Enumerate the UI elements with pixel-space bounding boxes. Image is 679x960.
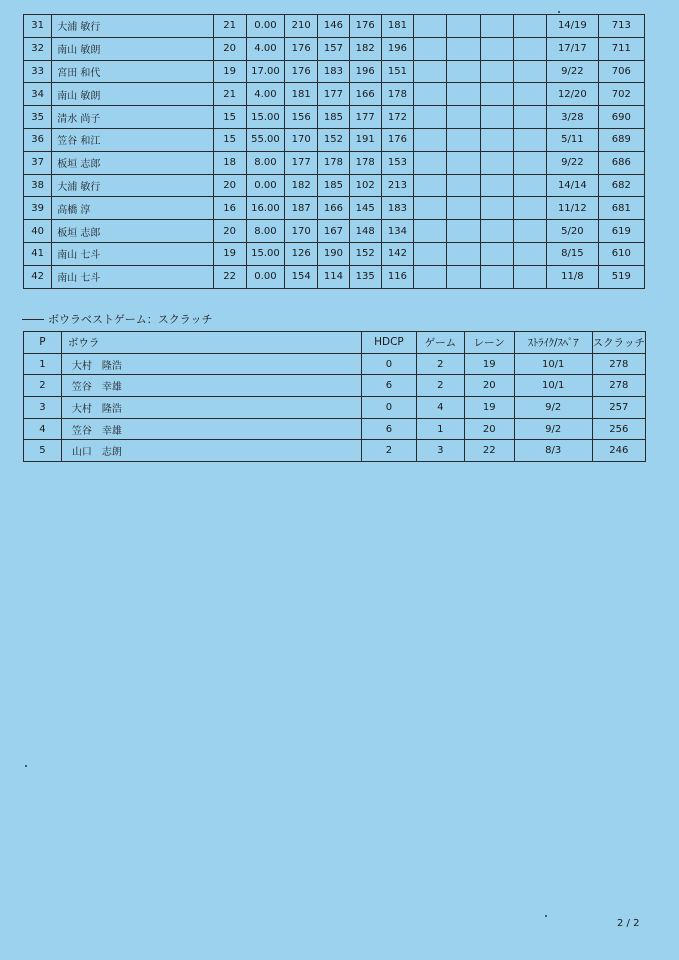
table-row — [24, 242, 645, 265]
games-count: 20 — [213, 37, 246, 60]
game-score: 167 — [318, 220, 349, 243]
lane-number: 20 — [464, 418, 514, 440]
bowler-name: 南山 敏朗 — [52, 83, 213, 106]
empty-score-cell — [513, 242, 546, 265]
game-score: 181 — [381, 15, 413, 38]
game-number: 3 — [416, 440, 464, 462]
empty-score-cell — [414, 151, 447, 174]
strike-spare-ratio: 9/22 — [547, 60, 598, 83]
empty-score-cell — [480, 60, 513, 83]
lane-number: 19 — [464, 397, 514, 419]
game-score: 157 — [318, 37, 349, 60]
game-score: 177 — [318, 83, 349, 106]
empty-score-cell — [480, 197, 513, 220]
strike-spare: 10/1 — [514, 375, 592, 397]
empty-score-cell — [480, 174, 513, 197]
total-score: 682 — [598, 174, 644, 197]
table-row — [24, 151, 645, 174]
game-score: 177 — [285, 151, 318, 174]
empty-score-cell — [480, 265, 513, 288]
rank: 1 — [24, 353, 62, 375]
bowler-name: 南山 七斗 — [52, 265, 213, 288]
games-count: 19 — [213, 242, 246, 265]
empty-score-cell — [414, 106, 447, 129]
lane-number: 19 — [464, 353, 514, 375]
game-score: 156 — [285, 106, 318, 129]
empty-score-cell — [513, 220, 546, 243]
game-score: 152 — [318, 128, 349, 151]
strike-spare-ratio: 9/22 — [547, 151, 598, 174]
scan-speck — [25, 765, 27, 767]
strike-spare-ratio: 17/17 — [547, 37, 598, 60]
row-number: 40 — [24, 220, 52, 243]
games-count: 22 — [213, 265, 246, 288]
table-row — [24, 220, 645, 243]
empty-score-cell — [414, 220, 447, 243]
empty-score-cell — [414, 83, 447, 106]
average-value: 4.00 — [246, 37, 284, 60]
bowler-name: 笠谷 幸雄 — [61, 375, 361, 397]
scratch-score: 256 — [592, 418, 645, 440]
row-number: 36 — [24, 128, 52, 151]
empty-score-cell — [480, 106, 513, 129]
table-row — [24, 440, 646, 462]
empty-score-cell — [447, 197, 480, 220]
best-game-header-row — [24, 332, 646, 354]
total-score: 610 — [598, 242, 644, 265]
game-score: 210 — [285, 15, 318, 38]
bowler-name: 大村 隆浩 — [61, 353, 361, 375]
game-score: 134 — [381, 220, 413, 243]
row-number: 42 — [24, 265, 52, 288]
empty-score-cell — [447, 242, 480, 265]
total-score: 681 — [598, 197, 644, 220]
bowler-name: 笠谷 和江 — [52, 128, 213, 151]
game-score: 172 — [381, 106, 413, 129]
game-score: 126 — [285, 242, 318, 265]
empty-score-cell — [480, 242, 513, 265]
game-score: 183 — [318, 60, 349, 83]
game-score: 176 — [349, 15, 381, 38]
game-score: 177 — [349, 106, 381, 129]
scan-speck — [545, 915, 547, 917]
strike-spare-ratio: 14/14 — [547, 174, 598, 197]
game-score: 187 — [285, 197, 318, 220]
empty-score-cell — [513, 197, 546, 220]
game-score: 213 — [381, 174, 413, 197]
bowler-name: 大村 隆浩 — [61, 397, 361, 419]
bowler-name: 清水 尚子 — [52, 106, 213, 129]
table-row — [24, 418, 646, 440]
game-score: 145 — [349, 197, 381, 220]
strike-spare-ratio: 5/11 — [547, 128, 598, 151]
header-p: P — [24, 332, 62, 354]
table-row — [24, 397, 646, 419]
empty-score-cell — [513, 174, 546, 197]
games-count: 21 — [213, 83, 246, 106]
empty-score-cell — [513, 265, 546, 288]
game-score: 185 — [318, 106, 349, 129]
row-number: 34 — [24, 83, 52, 106]
bowler-name: 山口 志朗 — [61, 440, 361, 462]
header-hdcp: HDCP — [361, 332, 416, 354]
game-score: 170 — [285, 220, 318, 243]
table-row — [24, 37, 645, 60]
total-score: 690 — [598, 106, 644, 129]
average-value: 8.00 — [246, 151, 284, 174]
header-lane: レーン — [464, 332, 514, 354]
strike-spare-ratio: 11/12 — [547, 197, 598, 220]
bowler-name: 大浦 敏行 — [52, 174, 213, 197]
empty-score-cell — [414, 15, 447, 38]
table-row — [24, 83, 645, 106]
row-number: 35 — [24, 106, 52, 129]
game-score: 178 — [349, 151, 381, 174]
header-bowler: ボウラ — [61, 332, 361, 354]
game-score: 181 — [285, 83, 318, 106]
hdcp-value: 2 — [361, 440, 416, 462]
game-number: 2 — [416, 353, 464, 375]
best-game-section-header — [22, 310, 322, 326]
empty-score-cell — [447, 151, 480, 174]
empty-score-cell — [447, 220, 480, 243]
total-score: 519 — [598, 265, 644, 288]
row-number: 41 — [24, 242, 52, 265]
game-score: 102 — [349, 174, 381, 197]
game-number: 1 — [416, 418, 464, 440]
page-number: 2 / 2 — [617, 918, 640, 929]
section-rule — [22, 319, 44, 320]
rank: 3 — [24, 397, 62, 419]
game-score: 154 — [285, 265, 318, 288]
empty-score-cell — [480, 128, 513, 151]
lane-number: 20 — [464, 375, 514, 397]
game-score: 191 — [349, 128, 381, 151]
game-score: 176 — [285, 60, 318, 83]
game-score: 151 — [381, 60, 413, 83]
game-number: 4 — [416, 397, 464, 419]
game-score: 176 — [285, 37, 318, 60]
table-row — [24, 106, 645, 129]
game-number: 2 — [416, 375, 464, 397]
empty-score-cell — [513, 151, 546, 174]
empty-score-cell — [414, 265, 447, 288]
empty-score-cell — [513, 128, 546, 151]
row-number: 31 — [24, 15, 52, 38]
empty-score-cell — [447, 37, 480, 60]
best-game-table-body — [24, 353, 646, 461]
game-score: 190 — [318, 242, 349, 265]
total-score: 686 — [598, 151, 644, 174]
table-row — [24, 60, 645, 83]
strike-spare-ratio: 3/28 — [547, 106, 598, 129]
total-score: 706 — [598, 60, 644, 83]
game-score: 142 — [381, 242, 413, 265]
table-row — [24, 15, 645, 38]
game-score: 166 — [349, 83, 381, 106]
game-score: 146 — [318, 15, 349, 38]
total-score: 702 — [598, 83, 644, 106]
bowler-name: 大浦 敏行 — [52, 15, 213, 38]
scan-speck — [558, 11, 560, 13]
game-score: 183 — [381, 197, 413, 220]
rank: 4 — [24, 418, 62, 440]
game-score: 152 — [349, 242, 381, 265]
average-value: 0.00 — [246, 174, 284, 197]
average-value: 0.00 — [246, 265, 284, 288]
game-score: 196 — [381, 37, 413, 60]
game-score: 196 — [349, 60, 381, 83]
total-score: 713 — [598, 15, 644, 38]
table-row — [24, 265, 645, 288]
empty-score-cell — [414, 37, 447, 60]
empty-score-cell — [414, 128, 447, 151]
table-row — [24, 174, 645, 197]
header-strike-spare: ｽﾄﾗｲｸ/ｽﾍﾟｱ — [514, 332, 592, 354]
games-count: 16 — [213, 197, 246, 220]
empty-score-cell — [513, 37, 546, 60]
games-count: 19 — [213, 60, 246, 83]
results-table — [23, 14, 645, 289]
rank: 5 — [24, 440, 62, 462]
header-scratch: スクラッチ — [592, 332, 645, 354]
average-value: 0.00 — [246, 15, 284, 38]
strike-spare: 9/2 — [514, 418, 592, 440]
empty-score-cell — [447, 265, 480, 288]
strike-spare-ratio: 5/20 — [547, 220, 598, 243]
bowler-name: 南山 敏朗 — [52, 37, 213, 60]
bowler-name: 板垣 志郎 — [52, 220, 213, 243]
average-value: 15.00 — [246, 106, 284, 129]
empty-score-cell — [480, 15, 513, 38]
bowler-name: 宮田 和代 — [52, 60, 213, 83]
games-count: 20 — [213, 174, 246, 197]
game-score: 114 — [318, 265, 349, 288]
empty-score-cell — [447, 128, 480, 151]
strike-spare: 8/3 — [514, 440, 592, 462]
lane-number: 22 — [464, 440, 514, 462]
game-score: 170 — [285, 128, 318, 151]
best-game-title: ボウラベストゲーム：スクラッチ — [48, 313, 213, 326]
empty-score-cell — [414, 60, 447, 83]
hdcp-value: 0 — [361, 353, 416, 375]
row-number: 38 — [24, 174, 52, 197]
table-row — [24, 197, 645, 220]
rank: 2 — [24, 375, 62, 397]
empty-score-cell — [480, 37, 513, 60]
average-value: 16.00 — [246, 197, 284, 220]
bowler-name: 南山 七斗 — [52, 242, 213, 265]
total-score: 711 — [598, 37, 644, 60]
empty-score-cell — [513, 60, 546, 83]
average-value: 55.00 — [246, 128, 284, 151]
table-row — [24, 375, 646, 397]
strike-spare-ratio: 14/19 — [547, 15, 598, 38]
total-score: 689 — [598, 128, 644, 151]
game-score: 135 — [349, 265, 381, 288]
table-row — [24, 353, 646, 375]
average-value: 8.00 — [246, 220, 284, 243]
scratch-score: 246 — [592, 440, 645, 462]
game-score: 116 — [381, 265, 413, 288]
game-score: 182 — [349, 37, 381, 60]
game-score: 148 — [349, 220, 381, 243]
games-count: 15 — [213, 106, 246, 129]
empty-score-cell — [513, 83, 546, 106]
scratch-score: 278 — [592, 353, 645, 375]
average-value: 15.00 — [246, 242, 284, 265]
empty-score-cell — [480, 83, 513, 106]
average-value: 4.00 — [246, 83, 284, 106]
total-score: 619 — [598, 220, 644, 243]
bowler-name: 板垣 志郎 — [52, 151, 213, 174]
bowler-name: 高橋 淳 — [52, 197, 213, 220]
game-score: 176 — [381, 128, 413, 151]
hdcp-value: 6 — [361, 418, 416, 440]
empty-score-cell — [447, 60, 480, 83]
empty-score-cell — [447, 83, 480, 106]
empty-score-cell — [513, 15, 546, 38]
bowler-name: 笠谷 幸雄 — [61, 418, 361, 440]
best-game-table — [23, 331, 646, 462]
empty-score-cell — [414, 197, 447, 220]
row-number: 33 — [24, 60, 52, 83]
empty-score-cell — [414, 242, 447, 265]
strike-spare: 9/2 — [514, 397, 592, 419]
empty-score-cell — [414, 174, 447, 197]
games-count: 21 — [213, 15, 246, 38]
row-number: 37 — [24, 151, 52, 174]
hdcp-value: 6 — [361, 375, 416, 397]
results-table-body — [24, 15, 645, 289]
games-count: 20 — [213, 220, 246, 243]
game-score: 178 — [381, 83, 413, 106]
game-score: 166 — [318, 197, 349, 220]
empty-score-cell — [447, 106, 480, 129]
scratch-score: 257 — [592, 397, 645, 419]
games-count: 15 — [213, 128, 246, 151]
row-number: 39 — [24, 197, 52, 220]
table-row — [24, 128, 645, 151]
row-number: 32 — [24, 37, 52, 60]
strike-spare-ratio: 12/20 — [547, 83, 598, 106]
games-count: 18 — [213, 151, 246, 174]
empty-score-cell — [480, 151, 513, 174]
empty-score-cell — [447, 174, 480, 197]
strike-spare: 10/1 — [514, 353, 592, 375]
scratch-score: 278 — [592, 375, 645, 397]
strike-spare-ratio: 11/8 — [547, 265, 598, 288]
empty-score-cell — [513, 106, 546, 129]
empty-score-cell — [480, 220, 513, 243]
strike-spare-ratio: 8/15 — [547, 242, 598, 265]
header-game: ゲーム — [416, 332, 464, 354]
game-score: 153 — [381, 151, 413, 174]
average-value: 17.00 — [246, 60, 284, 83]
empty-score-cell — [447, 15, 480, 38]
game-score: 178 — [318, 151, 349, 174]
game-score: 182 — [285, 174, 318, 197]
hdcp-value: 0 — [361, 397, 416, 419]
game-score: 185 — [318, 174, 349, 197]
